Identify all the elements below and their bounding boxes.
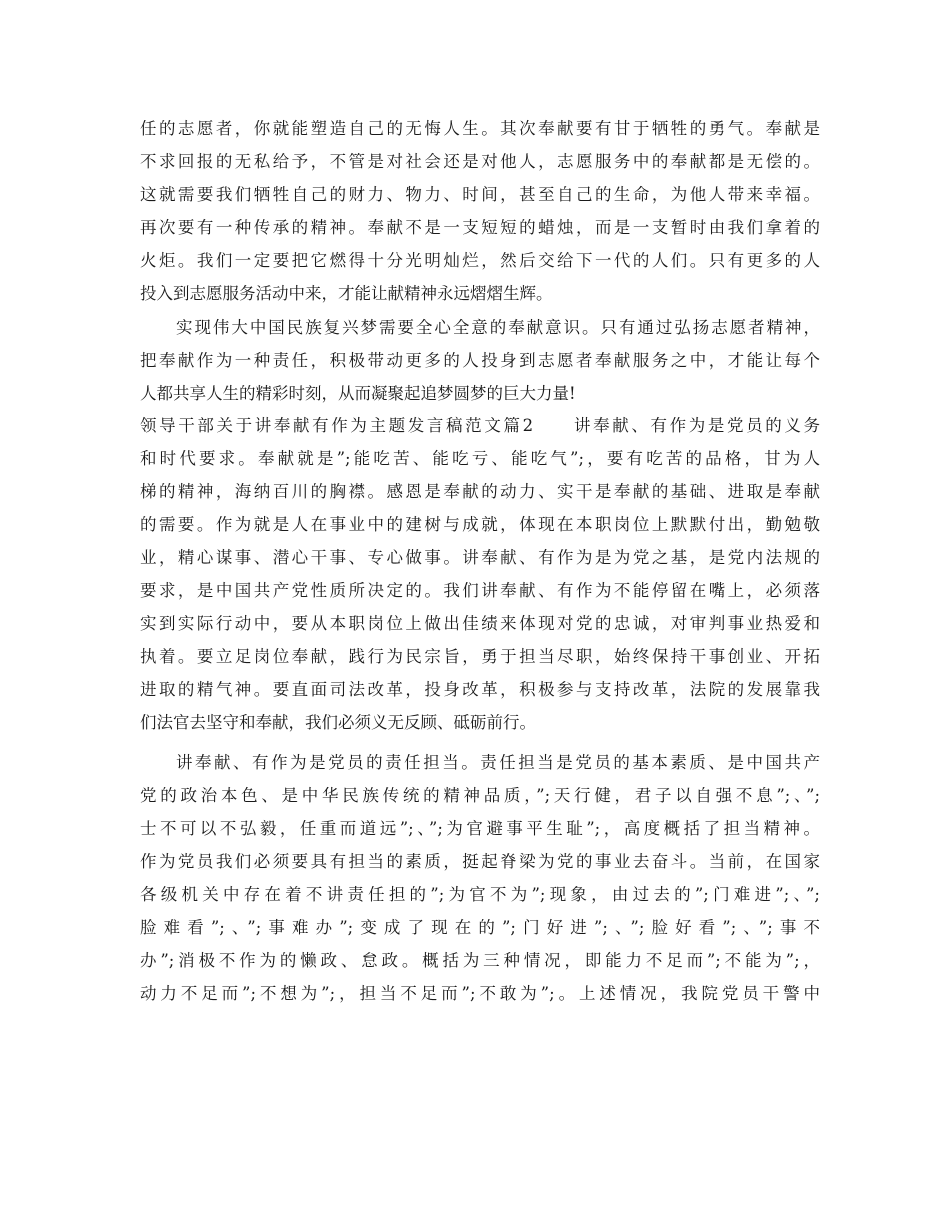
text-line: 再次要有一种传承的精神。奉献不是一支短短的蜡烛，而是一支暂时由我们拿着的 [140,218,820,237]
text-line: 执着。要立足岗位奉献，践行为民宗旨，勇于担当尽职，始终保持干事创业、开拓 [140,647,820,666]
text-line: 党的政治本色、是中华民族传统的精神品质，”;天行健，君子以自强不息”;、”; [140,786,820,805]
text-line: 任的志愿者，你就能塑造自己的无悔人生。其次奉献要有甘于牺牲的勇气。奉献是 [140,119,820,138]
text-line: 把奉献作为一种责任，积极带动更多的人投身到志愿者奉献服务之中，才能让每个 [140,351,820,370]
text-line: 的需要。作为就是人在事业中的建树与成就，体现在本职岗位上默默付出，勤勉敬 [140,515,820,534]
text-line: 士不可以不弘毅，任重而道远”;、”;为官避事平生耻”;，高度概括了担当精神。 [140,819,820,838]
text-line: 实到实际行动中，要从本职岗位上做出佳绩来体现对党的忠诚，对审判事业热爱和 [140,614,820,633]
paragraph-first-line: 实现伟大中国民族复兴梦需要全心全意的奉献意识。只有通过弘扬志愿者精神， [176,318,820,337]
text-line: 进取的精气神。要直面司法改革，投身改革，积极参与支持改革，法院的发展靠我 [140,680,820,699]
text-line: 动力不足而”;不想为”;，担当不足而”;不敢为”;。上述情况，我院党员干警中 [140,984,820,1003]
text-line: 脸难看”;、”;事难办”;变成了现在的”;门好进”;、”;脸好看”;、”;事不 [140,918,820,937]
text-line: 不求回报的无私给予，不管是对社会还是对他人，志愿服务中的奉献都是无偿的。 [140,152,820,171]
text-line: 作为党员我们必须要具有担当的素质，挺起脊梁为党的事业去奋斗。当前，在国家 [140,852,820,871]
section-heading-line: 领导干部关于讲奉献有作为主题发言稿范文篇2 讲奉献、有作为是党员的义务 [140,416,820,435]
text-line: 们法官去坚守和奉献，我们必须义无反顾、砥砺前行。 [140,713,536,732]
text-line: 梯的精神，海纳百川的胸襟。感恩是奉献的动力、实干是奉献的基础、进取是奉献 [140,482,820,501]
paragraph-first-line: 讲奉献、有作为是党员的责任担当。责任担当是党员的基本素质、是中国共产 [176,753,820,772]
text-line: 业，精心谋事、潜心干事、专心做事。讲奉献、有作为是为党之基，是党内法规的 [140,548,820,567]
text-line: 和时代要求。奉献就是”;能吃苦、能吃亏、能吃气”;，要有吃苦的品格，甘为人 [140,449,820,468]
text-line: 这就需要我们牺牲自己的财力、物力、时间，甚至自己的生命，为他人带来幸福。 [140,185,820,204]
text-line: 人都共享人生的精彩时刻，从而凝聚起追梦圆梦的巨大力量! [140,384,576,403]
text-line: 要求，是中国共产党性质所决定的。我们讲奉献、有作为不能停留在嘴上，必须落 [140,581,820,600]
text-line: 火炬。我们一定要把它燃得十分光明灿烂，然后交给下一代的人们。只有更多的人 [140,251,820,270]
text-line: 各级机关中存在着不讲责任担的”;为官不为”;现象，由过去的”;门难进”;、”; [140,885,820,904]
text-line: 办”;消极不作为的懒政、怠政。概括为三种情况，即能力不足而”;不能为”;， [140,951,820,970]
text-line: 投入到志愿服务活动中来，才能让献精神永远熠熠生辉。 [140,284,553,303]
